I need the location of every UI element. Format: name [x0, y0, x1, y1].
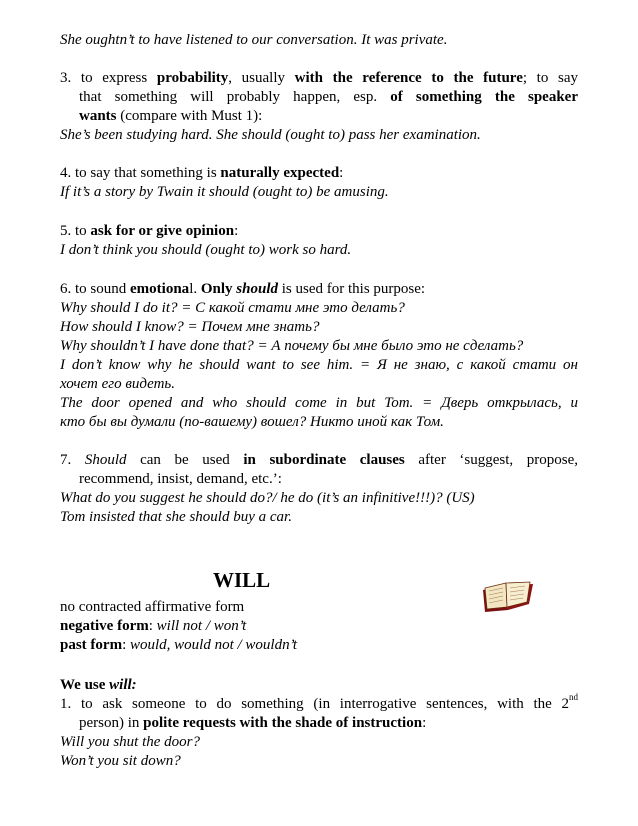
section-6-example: Why should I do it? = С какой стати мне это делать?: [60, 300, 405, 316]
will-no-contracted: no contracted affirmative form: [60, 599, 245, 615]
will-past-form: past form: would, would not / wouldn’t: [60, 637, 298, 653]
section-3-line-1: 3. to express probability, usually with the reference to the future; to say: [60, 70, 578, 86]
section-7-line-1: 7. Should can be used in subordinate clauses after ‘suggest, propose,: [60, 452, 578, 468]
section-6-example: I don’t know why he should want to see him. = Я не знаю, с какой стати он: [60, 357, 578, 373]
will-example: Will you shut the door?: [60, 734, 200, 750]
example-oughtnt: She oughtn’t to have listened to our conversation. It was private.: [60, 32, 448, 48]
section-3-line-2: that something will probably happen, esp. of something the speaker: [79, 89, 578, 105]
section-6-example: The door opened and who should come in but Tom. = Дверь открылась, и: [60, 395, 578, 411]
section-5-line: 5. to ask for or give opinion:: [60, 223, 239, 239]
will-example: Won’t you sit down?: [60, 753, 181, 769]
we-use-will: We use will:: [60, 677, 137, 693]
section-3-example: She’s been studying hard. She should (ought to) pass her examination.: [60, 127, 481, 143]
section-5-example: I don’t think you should (ought to) work so hard.: [60, 242, 352, 258]
section-6-line: 6. to sound emotional. Only should is used for this purpose:: [60, 281, 426, 297]
section-7-example: What do you suggest he should do?/ he do (it’s an infinitive!!!)? (US): [60, 490, 475, 506]
will-negative-form: negative form: will not / won’t: [60, 618, 247, 634]
book-shape: [483, 582, 533, 612]
section-6-example: How should I know? = Почем мне знать?: [60, 319, 320, 335]
section-6-example: кто бы вы думали (по-вашему) вошел? Никто иной как Том.: [60, 414, 444, 430]
section-6-example: Why shouldn’t I have done that? = А почему бы мне было это не сделать?: [60, 338, 524, 354]
section-3-line-3: wants (compare with Must 1):: [79, 108, 263, 124]
open-book-icon: [479, 580, 535, 614]
will-point-1-line-1: 1. to ask someone to do something (in interrogative sentences, with the 2nd: [60, 692, 578, 712]
section-4-line: 4. to say that something is naturally expected:: [60, 165, 344, 181]
section-4-example: If it’s a story by Twain it should (ought to) be amusing.: [60, 184, 389, 200]
section-7-example: Tom insisted that she should buy a car.: [60, 509, 292, 525]
section-6-example: хочет его видеть.: [60, 376, 176, 392]
section-7-line-2: recommend, insist, demand, etc.’:: [79, 471, 282, 487]
will-heading: WILL: [213, 568, 271, 592]
will-point-1-line-2: person) in polite requests with the shade of instruction:: [79, 715, 427, 731]
